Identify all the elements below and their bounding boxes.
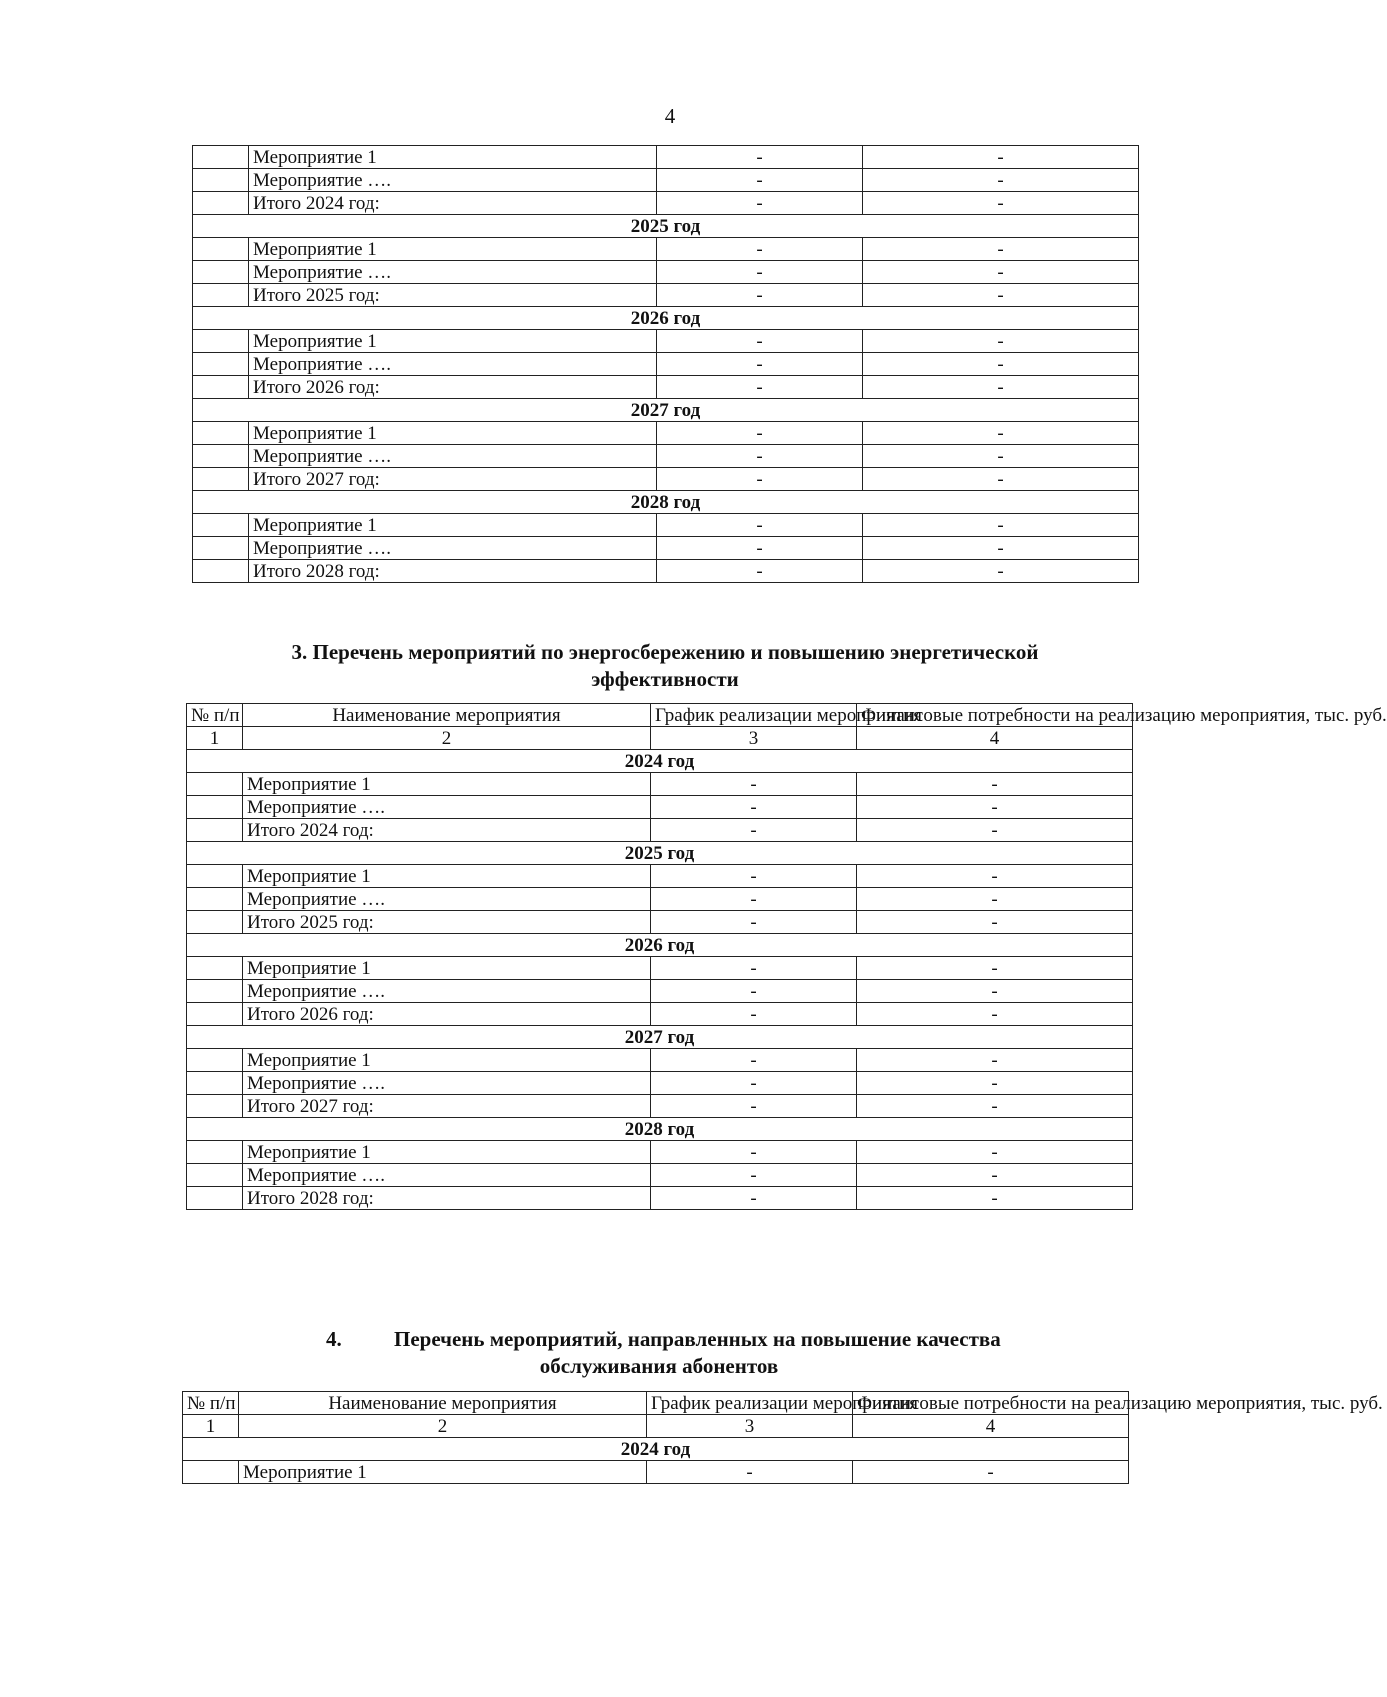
total-row bbox=[187, 1003, 1133, 1026]
row-number-cell bbox=[187, 796, 243, 819]
table-row bbox=[187, 1164, 1133, 1187]
total-row bbox=[193, 192, 1139, 215]
row-number-cell bbox=[193, 192, 249, 215]
schedule-cell: - bbox=[657, 146, 863, 169]
table-row bbox=[187, 980, 1133, 1003]
table-service-quality bbox=[182, 1391, 1383, 1484]
year-header-row bbox=[193, 491, 1139, 514]
year-label: 2027 год bbox=[187, 1026, 1133, 1049]
col-header-num: № п/п bbox=[183, 1392, 239, 1415]
col-number-4: 4 bbox=[857, 727, 1133, 750]
col-number-2: 2 bbox=[239, 1415, 647, 1438]
activity-name: Мероприятие …. bbox=[249, 261, 657, 284]
row-number-cell bbox=[193, 514, 249, 537]
year-label: 2028 год bbox=[187, 1118, 1133, 1141]
finance-cell: - bbox=[857, 980, 1133, 1003]
activity-name: Мероприятие 1 bbox=[249, 422, 657, 445]
schedule-cell: - bbox=[651, 888, 857, 911]
row-number-cell bbox=[187, 1072, 243, 1095]
total-row bbox=[193, 468, 1139, 491]
schedule-cell: - bbox=[651, 1049, 857, 1072]
year-header-row bbox=[193, 307, 1139, 330]
activity-name: Мероприятие 1 bbox=[249, 330, 657, 353]
schedule-cell: - bbox=[657, 468, 863, 491]
schedule-cell: - bbox=[651, 957, 857, 980]
table-row bbox=[187, 1049, 1133, 1072]
total-label: Итого 2028 год: bbox=[243, 1187, 651, 1210]
schedule-cell: - bbox=[657, 445, 863, 468]
section-3-title bbox=[192, 639, 1138, 693]
finance-cell: - bbox=[857, 911, 1133, 934]
page-number: 4 bbox=[664, 104, 676, 128]
col-number-1: 1 bbox=[183, 1415, 239, 1438]
finance-cell: - bbox=[857, 1003, 1133, 1026]
year-label: 2025 год bbox=[193, 215, 1139, 238]
finance-cell: - bbox=[863, 284, 1139, 307]
row-number-cell bbox=[187, 1141, 243, 1164]
col-header-num: № п/п bbox=[187, 704, 243, 727]
year-header-row bbox=[187, 842, 1133, 865]
finance-cell: - bbox=[863, 445, 1139, 468]
table-row bbox=[183, 1461, 1129, 1484]
row-number-cell bbox=[187, 888, 243, 911]
table-row bbox=[187, 796, 1133, 819]
table-row bbox=[193, 445, 1139, 468]
schedule-cell: - bbox=[657, 560, 863, 583]
activity-name: Мероприятие 1 bbox=[239, 1461, 647, 1484]
year-header-row bbox=[193, 215, 1139, 238]
year-label: 2026 год bbox=[193, 307, 1139, 330]
finance-cell: - bbox=[863, 192, 1139, 215]
schedule-cell: - bbox=[651, 796, 857, 819]
row-number-cell bbox=[193, 330, 249, 353]
activity-name: Мероприятие …. bbox=[249, 353, 657, 376]
year-label: 2024 год bbox=[183, 1438, 1129, 1461]
column-numbers-row bbox=[187, 727, 1133, 750]
finance-cell: - bbox=[863, 514, 1139, 537]
table-row bbox=[193, 514, 1139, 537]
year-header-row bbox=[187, 934, 1133, 957]
column-numbers-row bbox=[183, 1415, 1129, 1438]
finance-cell: - bbox=[863, 353, 1139, 376]
finance-cell: - bbox=[863, 376, 1139, 399]
table-row bbox=[193, 261, 1139, 284]
row-number-cell bbox=[193, 445, 249, 468]
finance-cell: - bbox=[863, 422, 1139, 445]
schedule-cell: - bbox=[657, 353, 863, 376]
row-number-cell bbox=[187, 957, 243, 980]
section-3-title-line1: 3. Перечень мероприятий по энергосбережению и повышению энергетической bbox=[291, 640, 1039, 664]
finance-cell: - bbox=[863, 468, 1139, 491]
total-label: Итого 2027 год: bbox=[243, 1095, 651, 1118]
total-label: Итого 2027 год: bbox=[249, 468, 657, 491]
schedule-cell: - bbox=[657, 261, 863, 284]
row-number-cell bbox=[193, 169, 249, 192]
row-number-cell bbox=[187, 1003, 243, 1026]
col-header-schedule: График реализации мероприятия bbox=[647, 1392, 853, 1415]
section-4-number: 4. bbox=[326, 1327, 342, 1351]
table-row bbox=[193, 238, 1139, 261]
col-number-3: 3 bbox=[651, 727, 857, 750]
table-continuation bbox=[192, 145, 1139, 583]
schedule-cell: - bbox=[657, 192, 863, 215]
total-label: Итого 2028 год: bbox=[249, 560, 657, 583]
table-row bbox=[193, 537, 1139, 560]
schedule-cell: - bbox=[657, 514, 863, 537]
table-continuation-body bbox=[193, 146, 1139, 583]
year-header-row bbox=[183, 1438, 1129, 1461]
finance-cell: - bbox=[863, 261, 1139, 284]
table-row bbox=[193, 353, 1139, 376]
year-label: 2027 год bbox=[193, 399, 1139, 422]
col-header-finance: Финансовые потребности на реализацию мероприятия, тыс. руб. bbox=[857, 704, 1133, 727]
row-number-cell bbox=[187, 980, 243, 1003]
total-label: Итого 2025 год: bbox=[243, 911, 651, 934]
table-row bbox=[193, 422, 1139, 445]
activity-name: Мероприятие …. bbox=[243, 888, 651, 911]
row-number-cell bbox=[187, 911, 243, 934]
activity-name: Мероприятие 1 bbox=[249, 146, 657, 169]
activity-name: Мероприятие …. bbox=[249, 445, 657, 468]
activity-name: Мероприятие …. bbox=[243, 796, 651, 819]
total-label: Итого 2026 год: bbox=[249, 376, 657, 399]
total-row bbox=[187, 819, 1133, 842]
total-row bbox=[193, 376, 1139, 399]
activity-name: Мероприятие 1 bbox=[243, 773, 651, 796]
table-row bbox=[187, 1141, 1133, 1164]
finance-cell: - bbox=[857, 773, 1133, 796]
schedule-cell: - bbox=[657, 238, 863, 261]
table-energy-saving-header bbox=[187, 704, 1387, 750]
finance-cell: - bbox=[857, 796, 1133, 819]
row-number-cell bbox=[193, 146, 249, 169]
header-row bbox=[183, 1392, 1129, 1415]
finance-cell: - bbox=[857, 1072, 1133, 1095]
table-row bbox=[187, 957, 1133, 980]
activity-name: Мероприятие 1 bbox=[243, 865, 651, 888]
row-number-cell bbox=[193, 468, 249, 491]
finance-cell: - bbox=[863, 146, 1139, 169]
row-number-cell bbox=[187, 865, 243, 888]
activity-name: Мероприятие …. bbox=[243, 1164, 651, 1187]
finance-cell: - bbox=[863, 560, 1139, 583]
total-label: Итого 2025 год: bbox=[249, 284, 657, 307]
total-row bbox=[187, 1095, 1133, 1118]
finance-cell: - bbox=[857, 1141, 1133, 1164]
total-row bbox=[187, 911, 1133, 934]
schedule-cell: - bbox=[651, 980, 857, 1003]
schedule-cell: - bbox=[647, 1461, 853, 1484]
schedule-cell: - bbox=[657, 169, 863, 192]
total-label: Итого 2024 год: bbox=[243, 819, 651, 842]
schedule-cell: - bbox=[657, 376, 863, 399]
finance-cell: - bbox=[863, 537, 1139, 560]
finance-cell: - bbox=[863, 238, 1139, 261]
row-number-cell bbox=[193, 560, 249, 583]
row-number-cell bbox=[193, 238, 249, 261]
finance-cell: - bbox=[857, 1164, 1133, 1187]
finance-cell: - bbox=[857, 1187, 1133, 1210]
row-number-cell bbox=[193, 261, 249, 284]
year-header-row bbox=[187, 1026, 1133, 1049]
schedule-cell: - bbox=[651, 1003, 857, 1026]
finance-cell: - bbox=[857, 1049, 1133, 1072]
row-number-cell bbox=[193, 284, 249, 307]
total-label: Итого 2024 год: bbox=[249, 192, 657, 215]
schedule-cell: - bbox=[657, 284, 863, 307]
schedule-cell: - bbox=[657, 422, 863, 445]
row-number-cell bbox=[193, 376, 249, 399]
finance-cell: - bbox=[863, 169, 1139, 192]
col-number-1: 1 bbox=[187, 727, 243, 750]
schedule-cell: - bbox=[651, 1141, 857, 1164]
activity-name: Мероприятие …. bbox=[243, 980, 651, 1003]
col-header-name: Наименование мероприятия bbox=[243, 704, 651, 727]
year-label: 2025 год bbox=[187, 842, 1133, 865]
row-number-cell bbox=[193, 422, 249, 445]
finance-cell: - bbox=[857, 957, 1133, 980]
activity-name: Мероприятие …. bbox=[249, 537, 657, 560]
total-row bbox=[193, 560, 1139, 583]
row-number-cell bbox=[187, 1164, 243, 1187]
section-4-title bbox=[186, 1326, 1132, 1380]
activity-name: Мероприятие 1 bbox=[243, 1141, 651, 1164]
total-row bbox=[193, 284, 1139, 307]
table-row bbox=[187, 865, 1133, 888]
finance-cell: - bbox=[857, 819, 1133, 842]
finance-cell: - bbox=[857, 888, 1133, 911]
col-number-3: 3 bbox=[647, 1415, 853, 1438]
row-number-cell bbox=[183, 1461, 239, 1484]
table-row bbox=[187, 1072, 1133, 1095]
total-row bbox=[187, 1187, 1133, 1210]
year-label: 2028 год bbox=[193, 491, 1139, 514]
finance-cell: - bbox=[857, 1095, 1133, 1118]
table-energy-saving bbox=[186, 703, 1387, 1210]
schedule-cell: - bbox=[651, 865, 857, 888]
schedule-cell: - bbox=[651, 1095, 857, 1118]
col-number-2: 2 bbox=[243, 727, 651, 750]
activity-name: Мероприятие …. bbox=[243, 1072, 651, 1095]
header-row bbox=[187, 704, 1133, 727]
table-row bbox=[193, 169, 1139, 192]
activity-name: Мероприятие 1 bbox=[243, 957, 651, 980]
row-number-cell bbox=[193, 353, 249, 376]
finance-cell: - bbox=[863, 330, 1139, 353]
activity-name: Мероприятие 1 bbox=[243, 1049, 651, 1072]
row-number-cell bbox=[187, 1095, 243, 1118]
year-header-row bbox=[187, 750, 1133, 773]
schedule-cell: - bbox=[651, 819, 857, 842]
year-header-row bbox=[187, 1118, 1133, 1141]
year-header-row bbox=[193, 399, 1139, 422]
col-header-schedule: График реализации мероприятия bbox=[651, 704, 857, 727]
total-label: Итого 2026 год: bbox=[243, 1003, 651, 1026]
schedule-cell: - bbox=[651, 773, 857, 796]
activity-name: Мероприятие 1 bbox=[249, 238, 657, 261]
row-number-cell bbox=[187, 1187, 243, 1210]
schedule-cell: - bbox=[657, 330, 863, 353]
table-row bbox=[193, 330, 1139, 353]
year-label: 2024 год bbox=[187, 750, 1133, 773]
table-row bbox=[193, 146, 1139, 169]
row-number-cell bbox=[187, 819, 243, 842]
schedule-cell: - bbox=[657, 537, 863, 560]
col-number-4: 4 bbox=[853, 1415, 1129, 1438]
finance-cell: - bbox=[853, 1461, 1129, 1484]
row-number-cell bbox=[193, 537, 249, 560]
table-row bbox=[187, 773, 1133, 796]
year-label: 2026 год bbox=[187, 934, 1133, 957]
schedule-cell: - bbox=[651, 911, 857, 934]
table-service-quality-header bbox=[183, 1392, 1383, 1438]
col-header-finance: Финансовые потребности на реализацию мероприятия, тыс. руб. bbox=[853, 1392, 1129, 1415]
finance-cell: - bbox=[857, 865, 1133, 888]
table-row bbox=[187, 888, 1133, 911]
activity-name: Мероприятие …. bbox=[249, 169, 657, 192]
activity-name: Мероприятие 1 bbox=[249, 514, 657, 537]
row-number-cell bbox=[187, 773, 243, 796]
section-4-title-line1: Перечень мероприятий, направленных на повышение качества bbox=[394, 1327, 1001, 1351]
table-service-quality-body bbox=[183, 1438, 1129, 1484]
section-3-title-line2: эффективности bbox=[591, 667, 739, 691]
section-4-title-line2: обслуживания абонентов bbox=[539, 1354, 779, 1378]
table-energy-saving-body bbox=[187, 750, 1133, 1210]
schedule-cell: - bbox=[651, 1072, 857, 1095]
schedule-cell: - bbox=[651, 1164, 857, 1187]
col-header-name: Наименование мероприятия bbox=[239, 1392, 647, 1415]
schedule-cell: - bbox=[651, 1187, 857, 1210]
row-number-cell bbox=[187, 1049, 243, 1072]
